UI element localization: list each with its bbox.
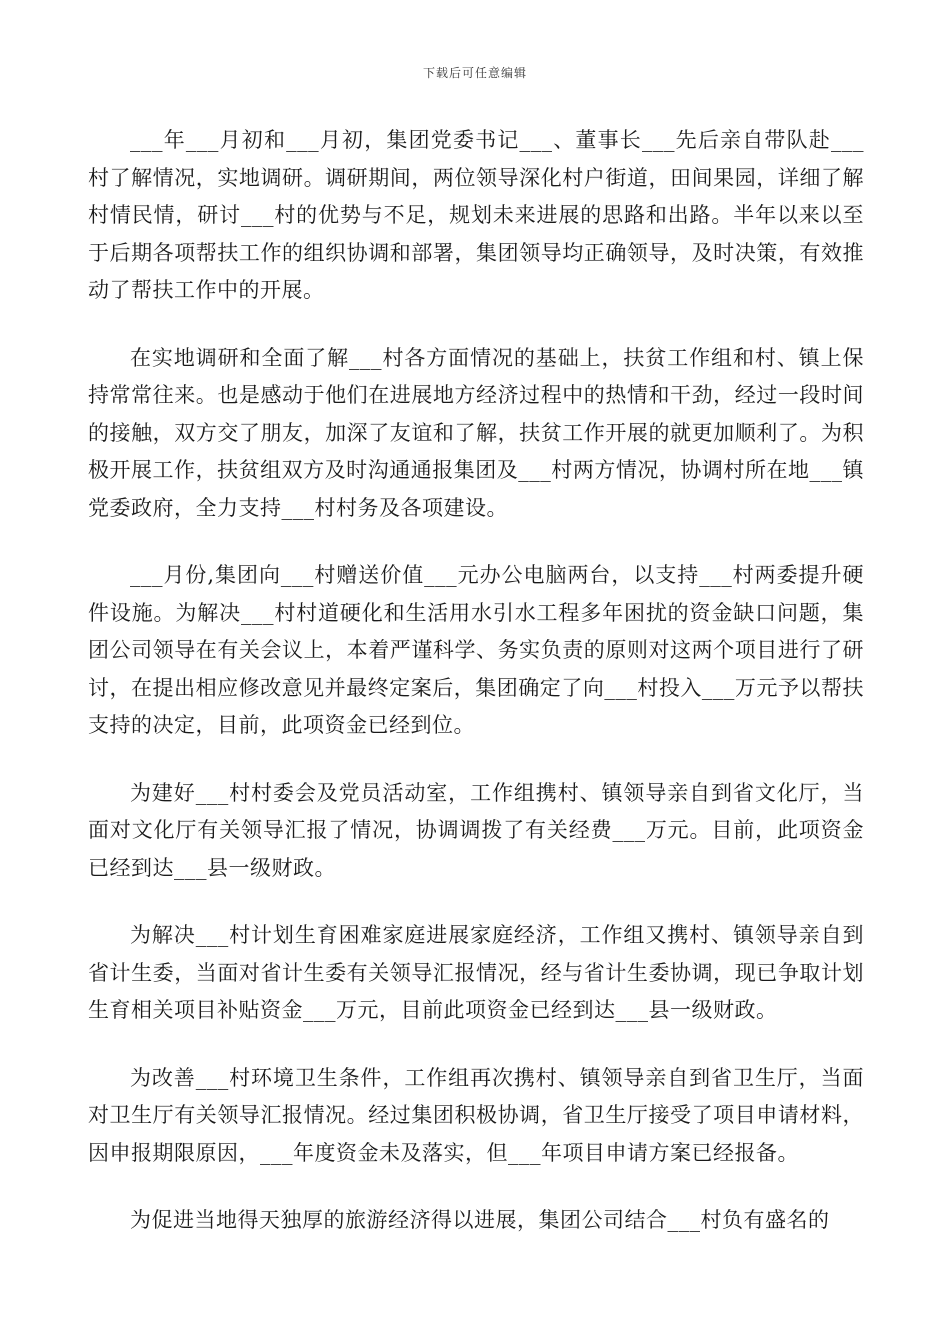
- paragraph-3: ___月份,集团向___村赠送价值___元办公电脑两台，以支持___村两委提升硬件设施。为解决___村村道硬化和生活用水引水工程多年困扰的资金缺口问题，集团公司领导在有关会议上，本着严谨科学、务实负责的原则对这两个项目进行了研讨，在提出相应修改意见并最终定案后，集团确定了向___村投入___万元予以帮扶支持的决定，目前，此项资金已经到位。: [88, 563, 864, 737]
- paragraph-5: 为解决___村计划生育困难家庭进展家庭经济，工作组又携村、镇领导亲自到省计生委，当面对省计生委有关领导汇报情况，经与省计生委协调，现已争取计划生育相关项目补贴资金___万元，目前此项资金已经到达___县一级财政。: [88, 923, 864, 1022]
- paragraph-2: 在实地调研和全面了解___村各方面情况的基础上，扶贫工作组和村、镇上保持常常往来。也是感动于他们在进展地方经济过程中的热情和干劲，经过一段时间的接触，双方交了朋友，加深了友谊和了解，扶贫工作开展的就更加顺利了。为积极开展工作，扶贫组双方及时沟通通报集团及___村两方情况，协调村所在地___镇党委政府，全力支持___村村务及各项建设。: [88, 345, 864, 520]
- paragraph-4: 为建好___村村委会及党员活动室，工作组携村、镇领导亲自到省文化厅，当面对文化厅有关领导汇报了情况，协调调拨了有关经费___万元。目前，此项资金已经到达___县一级财政。: [88, 780, 864, 880]
- paragraph-1: ___年___月初和___月初，集团党委书记___、董事长___先后亲自带队赴___村了解情况，实地调研。调研期间，两位领导深化村户街道，田间果园，详细了解村情民情，研讨___村的优势与不足，规划未来进展的思路和出路。半年以来以至于后期各项帮扶工作的组织协调和部署，集团领导均正确领导，及时决策，有效推动了帮扶工作中的开展。: [88, 128, 864, 302]
- paragraph-7: 为促进当地得天独厚的旅游经济得以进展，集团公司结合___村负有盛名的: [130, 1208, 830, 1232]
- paragraph-6: 为改善___村环境卫生条件，工作组再次携村、镇领导亲自到省卫生厅，当面对卫生厅有关领导汇报情况。经过集团积极协调，省卫生厅接受了项目申请材料，因申报期限原因，___年度资金未及落实，但___年项目申请方案已经报备。: [88, 1065, 864, 1165]
- page-header: 下载后可任意编辑: [422, 66, 527, 80]
- document-body: [88, 122, 864, 1240]
